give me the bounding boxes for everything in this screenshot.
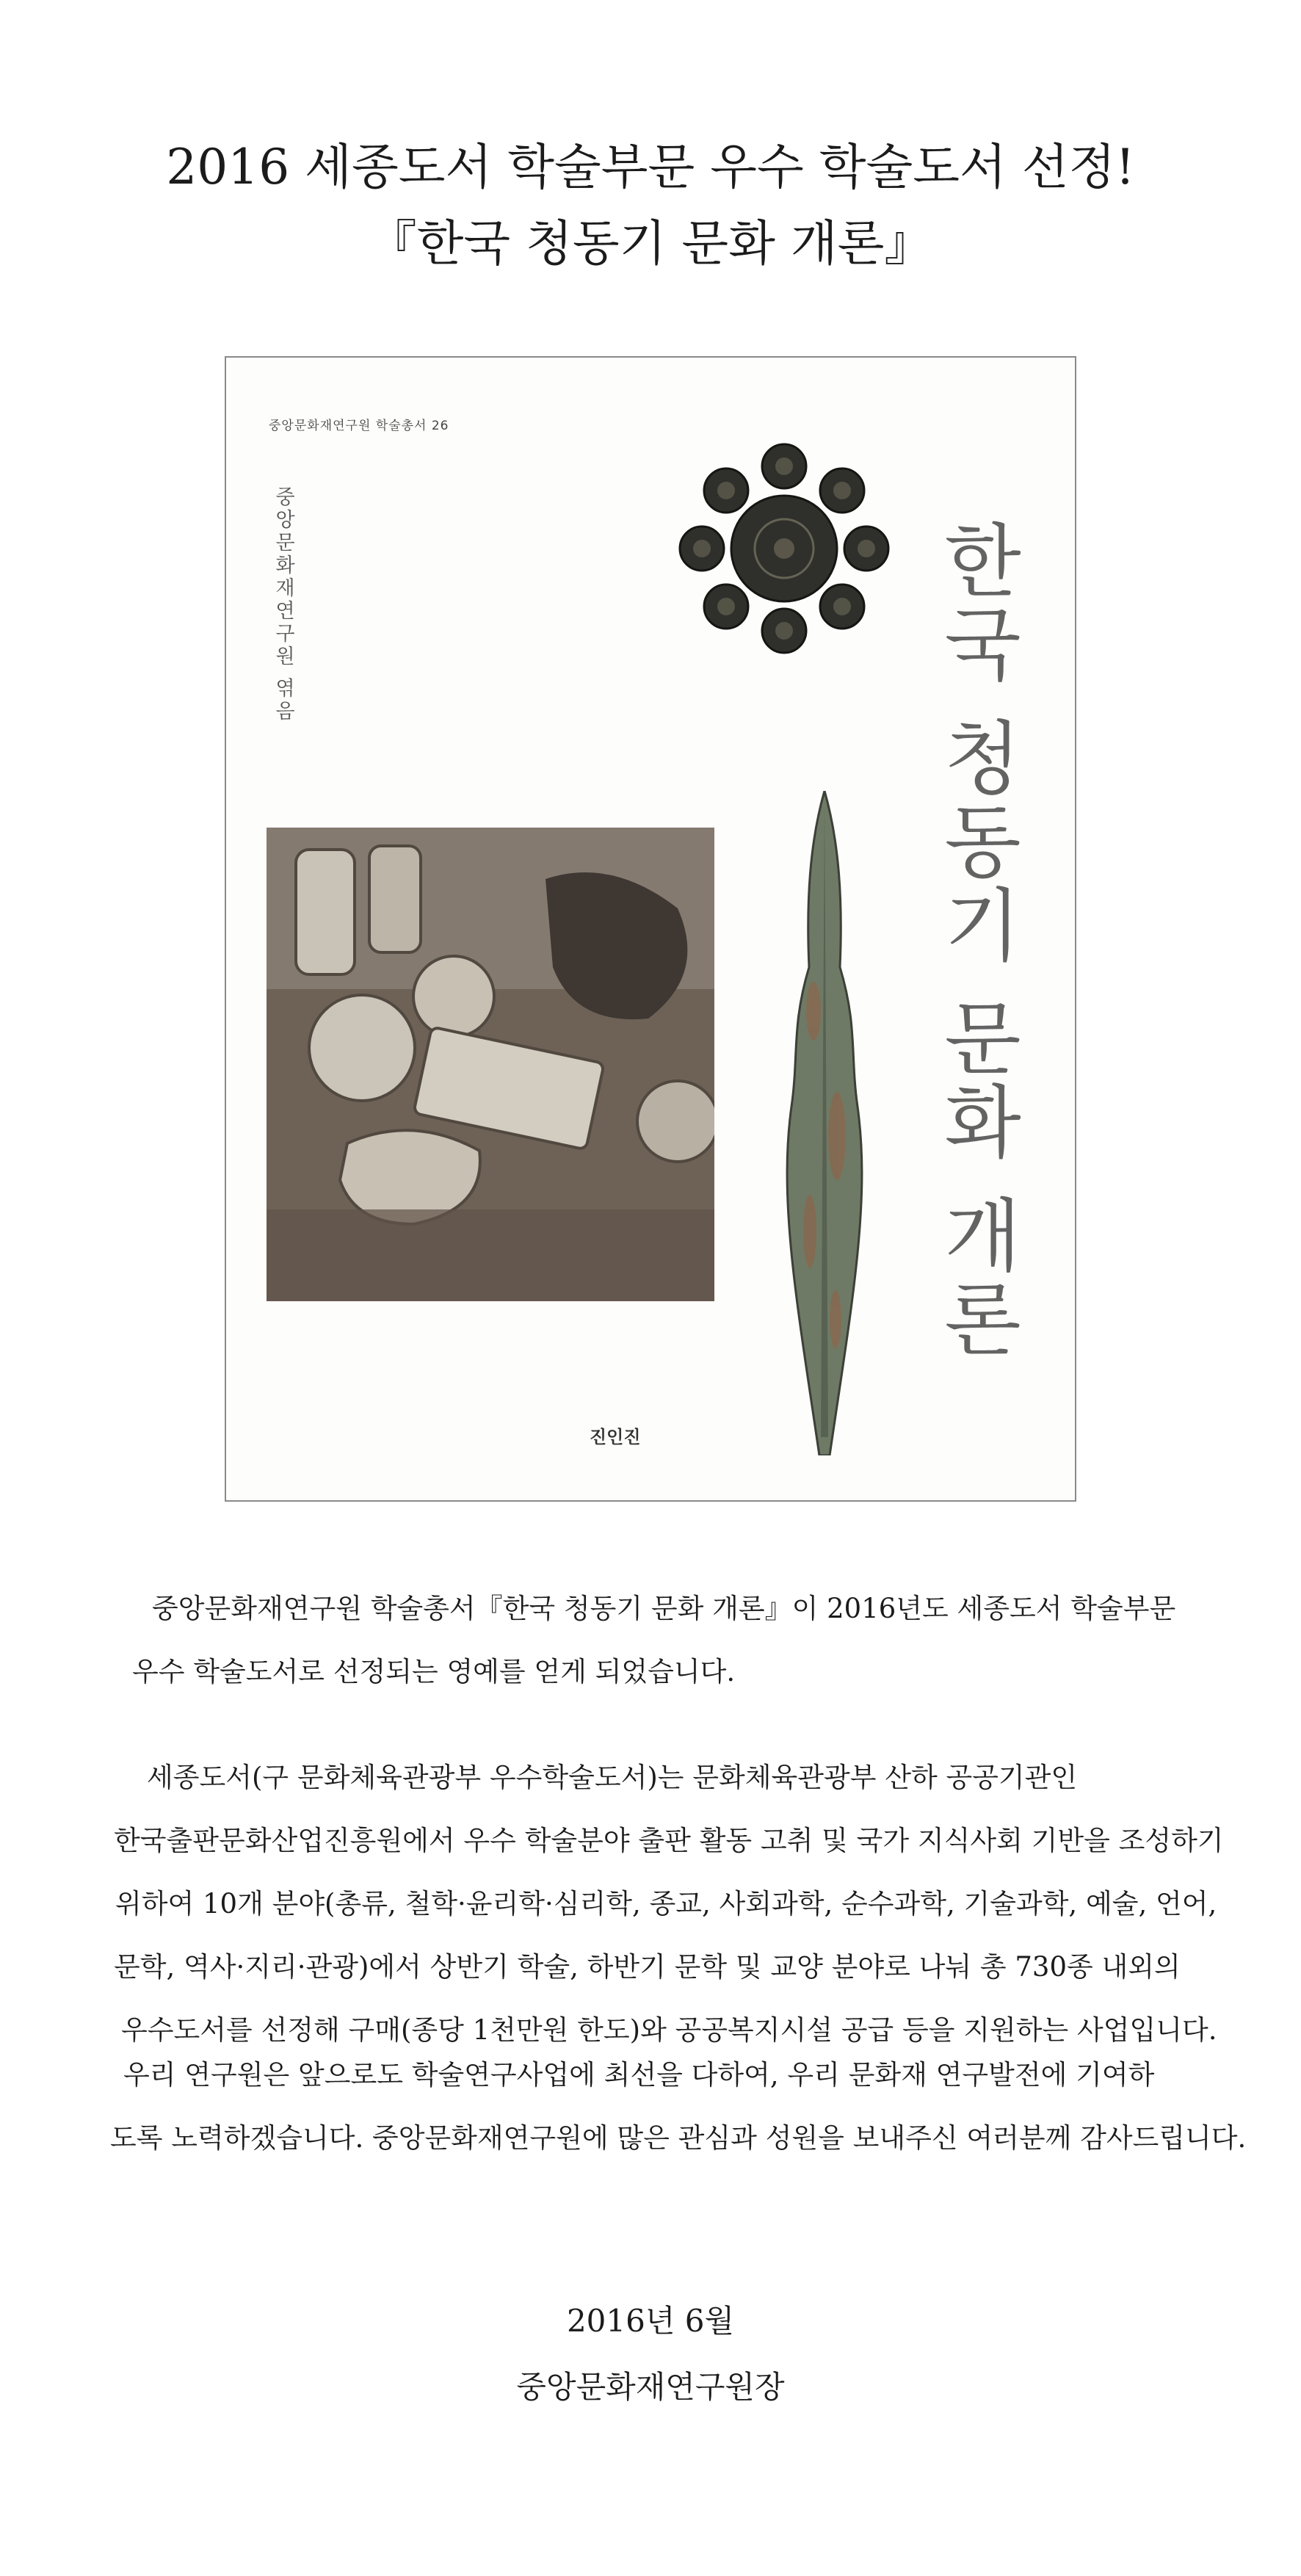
text-line: 세종도서(구 문화체육관광부 우수학술도서)는 문화체육관광부 산하 공공기관인 [147, 1762, 1078, 1793]
text-line: 한국출판문화산업진흥원에서 우수 학술분야 출판 활동 고취 및 국가 지식사회 기반을 조성하기 [114, 1825, 1224, 1856]
text-line: 위하여 10개 분야(총류, 철학·윤리학·심리학, 종교, 사회과학, 순수과학, 기술과학, 예술, 언어, [115, 1888, 1217, 1920]
bronze-dagger-image [769, 791, 880, 1455]
text-line: 문학, 역사·지리·관광)에서 상반기 학술, 하반기 문학 및 교양 분야로 나눠 총 730종 내외의 [114, 1951, 1181, 1983]
cover-publisher: 진인진 [590, 1427, 641, 1447]
text-line: 우리 연구원은 앞으로도 학술연구사업에 최선을 다하여, 우리 문화재 연구발전에 기여하 [123, 2059, 1155, 2091]
book-cover [225, 356, 1076, 1502]
cover-series-label: 중앙문화재연구원 학술총서 26 [269, 419, 449, 433]
text-line: 중앙문화재연구원 학술총서『한국 청동기 문화 개론』이 2016년도 세종도서 학술부문 [152, 1593, 1176, 1624]
bronze-mirror-image [674, 438, 894, 659]
text-line: 우수도서를 선정해 구매(종당 1천만원 한도)와 공공복지시설 공급 등을 지원하는 사업입니다. [121, 2014, 1217, 2046]
cover-editor: 중앙문화재연구원 엮음 [272, 486, 294, 723]
paragraph-thanks [0, 2044, 1301, 2170]
headline-line-2: 『한국 청동기 문화 개론』 [368, 215, 933, 272]
paragraph-sejong-books-description [0, 1746, 1301, 2062]
signoff-signer: 중앙문화재연구원장 [516, 2369, 785, 2405]
cover-title: 한국 청동기 문화 개론 [929, 519, 1021, 1361]
paragraph-selection-announcement [0, 1577, 1301, 1704]
text-line: 도록 노력하겠습니다. 중앙문화재연구원에 많은 관심과 성원을 보내주신 여러분께 감사드립니다. [110, 2122, 1247, 2154]
text-line: 우수 학술도서로 선정되는 영예를 얻게 되었습니다. [132, 1656, 736, 1687]
signoff-date: 2016년 6월 [566, 2303, 735, 2339]
excavation-site-photo [267, 828, 714, 1301]
headline-line-1: 2016 세종도서 학술부문 우수 학술도서 선정! [166, 139, 1135, 195]
